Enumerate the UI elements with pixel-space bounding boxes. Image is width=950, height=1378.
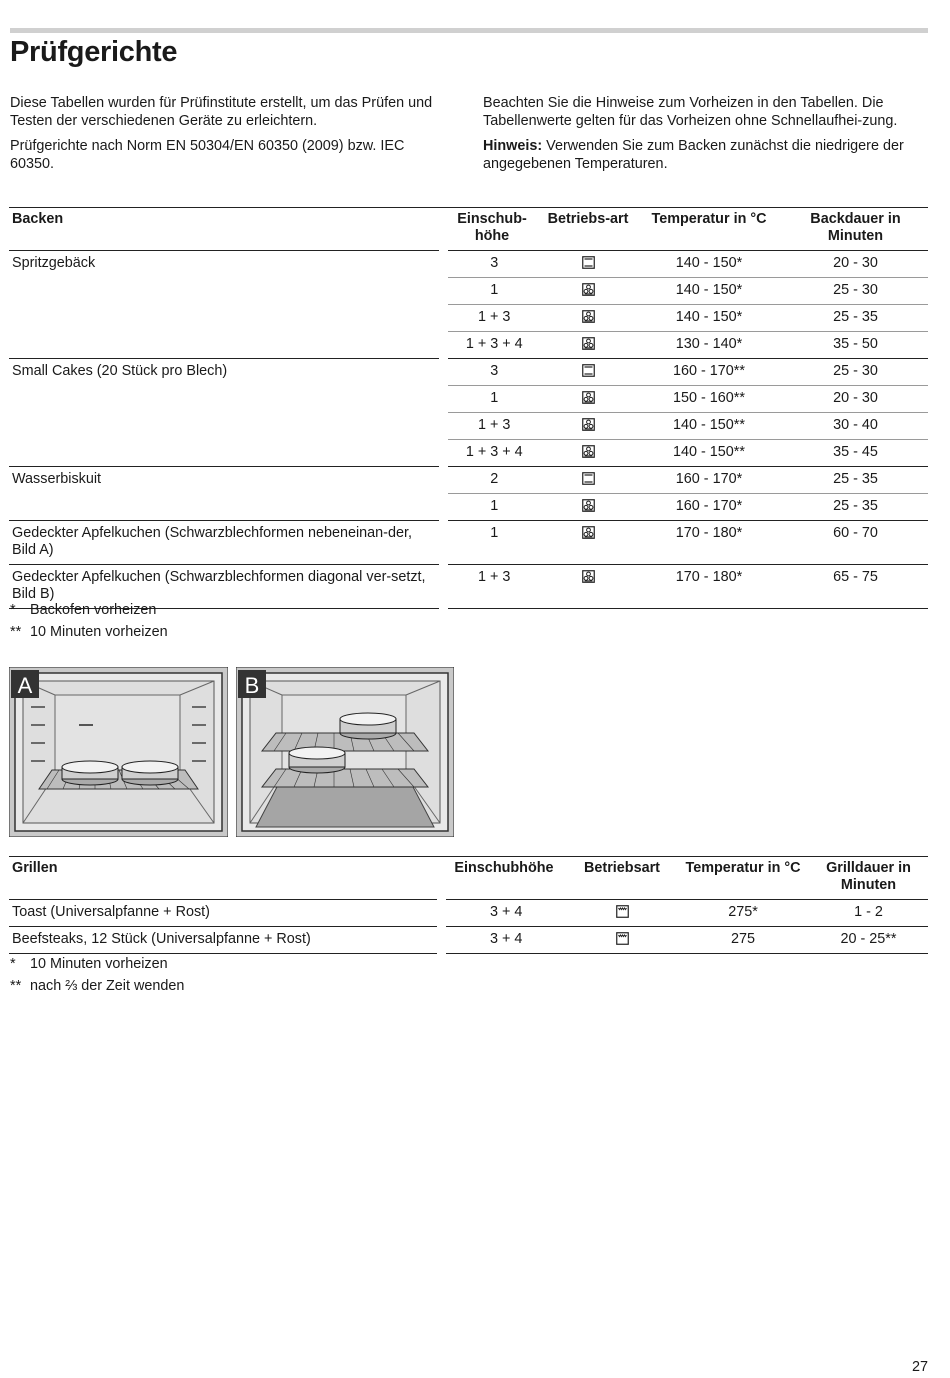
level-cell: 1 (443, 521, 541, 565)
fan-icon (582, 525, 595, 541)
intro-paragraph: Diese Tabellen wurden für Prüfinstitute erstellt, um das Prüfen und Testen der verschiedenen Geräte zu erleichtern. (10, 95, 433, 129)
fan-icon (582, 498, 595, 514)
oven-figure-b (236, 667, 454, 837)
temperature-cell: 160 - 170* (635, 467, 783, 494)
footnote (10, 600, 168, 622)
grilling-footnotes (10, 954, 184, 997)
duration-cell: 35 - 45 (783, 440, 928, 467)
hint-text: Verwenden Sie zum Backen zunächst die niedrigere der angegebenen Temperaturen. (483, 138, 904, 172)
duration-cell: 25 - 35 (783, 494, 928, 521)
hint-label: Hinweis: (483, 138, 543, 154)
mode-cell (541, 565, 635, 609)
dish-cell: Spritzgebäck (9, 251, 443, 278)
fan-icon (582, 569, 595, 585)
table-row (9, 305, 928, 332)
footnote (10, 954, 184, 976)
fan-icon (582, 444, 595, 460)
table-row (9, 521, 928, 565)
col-header: Einschub-höhe (443, 208, 541, 251)
temperature-cell: 170 - 180* (635, 565, 783, 609)
intro-paragraph: Beachten Sie die Hinweise zum Vorheizen in den Tabellen. Die Tabellenwerte gelten für das Vorheizen ohne Schnellaufhei-zung. (483, 95, 898, 129)
table-header-row (9, 208, 928, 251)
grill-icon (616, 931, 629, 947)
dish-cell: Wasserbiskuit (9, 467, 443, 494)
duration-cell: 25 - 30 (783, 359, 928, 386)
temperature-cell: 130 - 140* (635, 332, 783, 359)
fan-icon (582, 336, 595, 352)
temperature-cell: 140 - 150* (635, 305, 783, 332)
intro-paragraph: Prüfgerichte nach Norm EN 50304/EN 60350 (2009) bzw. IEC 60350. (10, 138, 405, 172)
oven-figure-a (9, 667, 228, 837)
duration-cell: 65 - 75 (783, 565, 928, 609)
table-row (9, 332, 928, 359)
grill-icon (616, 904, 629, 920)
mode-cell (541, 332, 635, 359)
col-header: Temperatur in °C (677, 857, 809, 900)
grilling-table (9, 856, 928, 954)
level-cell: 1 (443, 386, 541, 413)
mode-cell (567, 900, 677, 927)
dish-cell: Gedeckter Apfelkuchen (Schwarzblechformen nebeneinan-der, Bild A) (9, 521, 443, 565)
mode-cell (541, 251, 635, 278)
table-header-row (9, 857, 928, 900)
col-header: Betriebs-art (541, 208, 635, 251)
mode-cell (541, 413, 635, 440)
mode-cell (541, 359, 635, 386)
duration-cell: 60 - 70 (783, 521, 928, 565)
duration-cell: 35 - 50 (783, 332, 928, 359)
temperature-cell: 275* (677, 900, 809, 927)
footnote (10, 976, 184, 998)
duration-cell: 20 - 25** (809, 927, 928, 954)
level-cell: 1 + 3 (443, 413, 541, 440)
mode-cell (541, 440, 635, 467)
level-cell: 1 + 3 (443, 305, 541, 332)
footnote-mark: ** (10, 623, 22, 640)
level-cell: 1 (443, 494, 541, 521)
level-cell: 1 + 3 + 4 (443, 332, 541, 359)
dish-cell (9, 494, 443, 521)
mode-cell (567, 927, 677, 954)
temperature-cell: 275 (677, 927, 809, 954)
col-header: Einschubhöhe (441, 857, 567, 900)
table-row (9, 927, 928, 954)
duration-cell: 25 - 30 (783, 278, 928, 305)
dish-cell: Toast (Universalpfanne + Rost) (9, 900, 441, 927)
topbottom-icon (582, 255, 595, 271)
col-header: Temperatur in °C (635, 208, 783, 251)
topbottom-icon (582, 363, 595, 379)
mode-cell (541, 521, 635, 565)
dish-cell (9, 278, 443, 305)
table-row (9, 900, 928, 927)
level-cell: 2 (443, 467, 541, 494)
temperature-cell: 140 - 150** (635, 440, 783, 467)
dish-cell (9, 332, 443, 359)
intro-right (483, 95, 928, 181)
mode-cell (541, 278, 635, 305)
hint-paragraph (483, 138, 928, 173)
level-cell: 1 + 3 + 4 (443, 440, 541, 467)
table-row (9, 494, 928, 521)
col-header: Grilldauer in Minuten (809, 857, 928, 900)
table-row (9, 359, 928, 386)
level-cell: 3 + 4 (441, 900, 567, 927)
footnote-text: nach ⅔ der Zeit wenden (30, 977, 185, 994)
page-number: 27 (911, 1359, 928, 1375)
footnote-text: Backofen vorheizen (30, 602, 157, 618)
col-header: Betriebsart (567, 857, 677, 900)
mode-cell (541, 386, 635, 413)
temperature-cell: 170 - 180* (635, 521, 783, 565)
table-row (9, 467, 928, 494)
temperature-cell: 140 - 150** (635, 413, 783, 440)
fan-icon (582, 282, 595, 298)
dish-cell (9, 386, 443, 413)
temperature-cell: 160 - 170* (635, 494, 783, 521)
table-row (9, 251, 928, 278)
footnote-text: 10 Minuten vorheizen (30, 956, 168, 972)
dish-cell (9, 440, 443, 467)
duration-cell: 20 - 30 (783, 251, 928, 278)
dish-cell: Gedeckter Apfelkuchen (Schwarzblechformen diagonal ver-setzt, Bild B) (9, 565, 443, 609)
fan-icon (582, 417, 595, 433)
table-row (9, 386, 928, 413)
duration-cell: 20 - 30 (783, 386, 928, 413)
header-rule (10, 28, 928, 33)
level-cell: 3 + 4 (441, 927, 567, 954)
duration-cell: 25 - 35 (783, 467, 928, 494)
level-cell: 1 + 3 (443, 565, 541, 609)
fan-icon (582, 309, 595, 325)
figure-label: B (244, 673, 260, 698)
mode-cell (541, 467, 635, 494)
temperature-cell: 140 - 150* (635, 278, 783, 305)
col-header: Grillen (9, 857, 441, 900)
temperature-cell: 150 - 160** (635, 386, 783, 413)
duration-cell: 30 - 40 (783, 413, 928, 440)
temperature-cell: 160 - 170** (635, 359, 783, 386)
mode-cell (541, 494, 635, 521)
col-header: Backdauer in Minuten (783, 208, 928, 251)
topbottom-icon (582, 471, 595, 487)
footnote-text: 10 Minuten vorheizen (30, 623, 168, 640)
dish-cell: Small Cakes (20 Stück pro Blech) (9, 359, 443, 386)
intro-left (10, 95, 450, 181)
col-header: Backen (9, 208, 443, 251)
table-row (9, 440, 928, 467)
baking-footnotes (10, 600, 168, 643)
table-row (9, 278, 928, 305)
fan-icon (582, 390, 595, 406)
temperature-cell: 140 - 150* (635, 251, 783, 278)
footnote-mark: * (10, 602, 16, 618)
duration-cell: 25 - 35 (783, 305, 928, 332)
level-cell: 1 (443, 278, 541, 305)
level-cell: 3 (443, 251, 541, 278)
baking-table (9, 207, 928, 609)
mode-cell (541, 305, 635, 332)
duration-cell: 1 - 2 (809, 900, 928, 927)
table-row (9, 413, 928, 440)
footnote-mark: * (10, 956, 16, 972)
footnote-mark: ** (10, 977, 22, 994)
dish-cell (9, 305, 443, 332)
footnote (10, 622, 168, 644)
level-cell: 3 (443, 359, 541, 386)
dish-cell (9, 413, 443, 440)
dish-cell: Beefsteaks, 12 Stück (Universalpfanne + Rost) (9, 927, 441, 954)
page-title: Prüfgerichte (10, 36, 178, 68)
figure-label: A (17, 673, 33, 698)
